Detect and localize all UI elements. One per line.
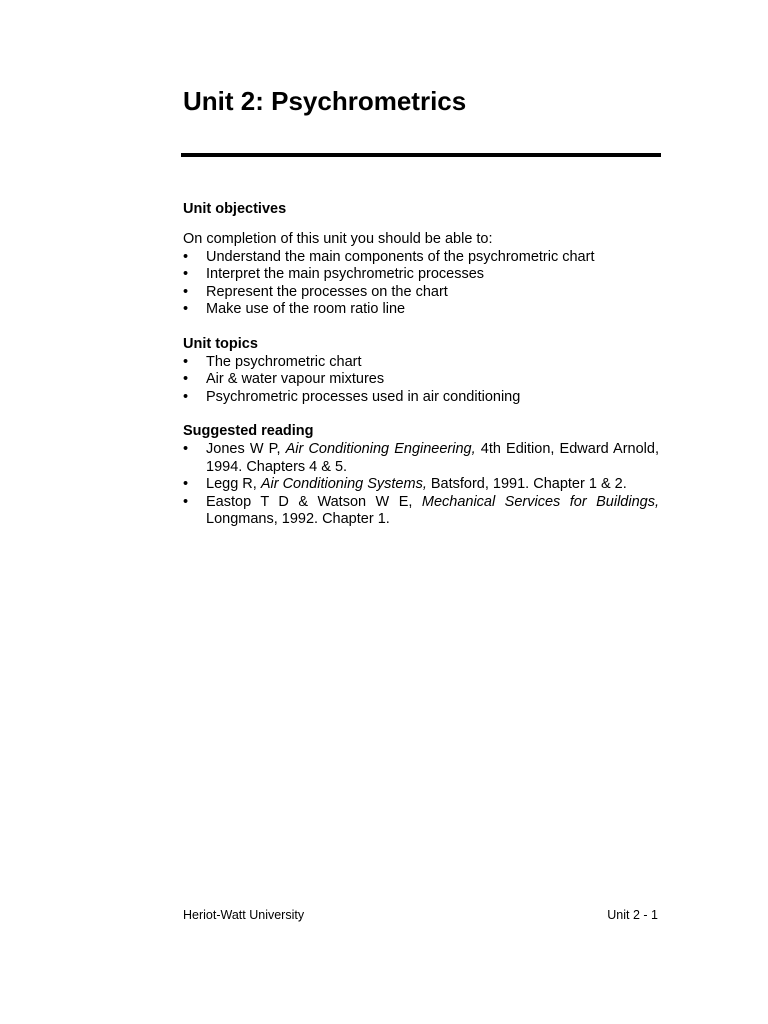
objectives-intro: On completion of this unit you should be able to: bbox=[183, 231, 493, 247]
list-item bbox=[183, 301, 659, 319]
bullet-icon: • bbox=[183, 388, 189, 405]
reference-author: Jones W P, bbox=[206, 441, 286, 457]
list-item bbox=[183, 266, 659, 284]
footer-institution: Heriot-Watt University bbox=[183, 908, 305, 922]
list-item bbox=[183, 354, 659, 372]
list-item-text: Interpret the main psychrometric processes bbox=[206, 266, 485, 282]
objectives-list bbox=[183, 249, 659, 319]
list-item-text: The psychrometric chart bbox=[206, 353, 362, 370]
footer-page-number: Unit 2 - 1 bbox=[607, 908, 658, 922]
reference-author: Legg R, bbox=[206, 476, 261, 492]
reference-details: Batsford, 1991. Chapter 1 & 2. bbox=[426, 476, 627, 492]
reference-details: Longmans, 1992. Chapter 1. bbox=[206, 511, 390, 527]
list-item-text: Understand the main components of the psychrometric chart bbox=[206, 248, 595, 265]
list-item bbox=[183, 249, 659, 267]
reading-heading: Suggested reading bbox=[183, 423, 314, 439]
reference-title: Air Conditioning Systems, bbox=[260, 476, 427, 492]
reference-item bbox=[183, 494, 659, 529]
bullet-icon: • bbox=[183, 441, 189, 457]
reference-title: Mechanical Services for Buildings, bbox=[421, 493, 659, 510]
list-item bbox=[183, 389, 659, 407]
bullet-icon: • bbox=[183, 476, 189, 492]
bullet-icon: • bbox=[183, 266, 189, 282]
list-item-text: Represent the processes on the chart bbox=[206, 283, 448, 300]
topics-list bbox=[183, 354, 659, 407]
bullet-icon: • bbox=[183, 301, 189, 317]
reference-item bbox=[183, 441, 659, 476]
reference-title: Air Conditioning Engineering, bbox=[285, 441, 476, 457]
topics-heading: Unit topics bbox=[183, 335, 258, 352]
title-divider bbox=[181, 153, 661, 157]
reading-list bbox=[183, 441, 659, 529]
objectives-heading: Unit objectives bbox=[183, 201, 287, 217]
list-item bbox=[183, 284, 659, 302]
bullet-icon: • bbox=[183, 283, 189, 300]
page-title: Unit 2: Psychrometrics bbox=[183, 86, 467, 116]
reference-item bbox=[183, 476, 659, 494]
bullet-icon: • bbox=[183, 353, 189, 370]
list-item bbox=[183, 371, 659, 389]
page-content bbox=[183, 199, 659, 529]
list-item-text: Air & water vapour mixtures bbox=[206, 371, 385, 387]
list-item-text: Make use of the room ratio line bbox=[206, 301, 406, 317]
reference-author: Eastop T D & Watson W E, bbox=[206, 493, 422, 510]
bullet-icon: • bbox=[183, 248, 189, 265]
reference-details: 4th Edition, Edward Arnold, 1994. Chapters 4 & 5. bbox=[206, 441, 659, 475]
list-item-text: Psychrometric processes used in air conditioning bbox=[206, 388, 521, 405]
bullet-icon: • bbox=[183, 493, 189, 510]
bullet-icon: • bbox=[183, 371, 189, 387]
